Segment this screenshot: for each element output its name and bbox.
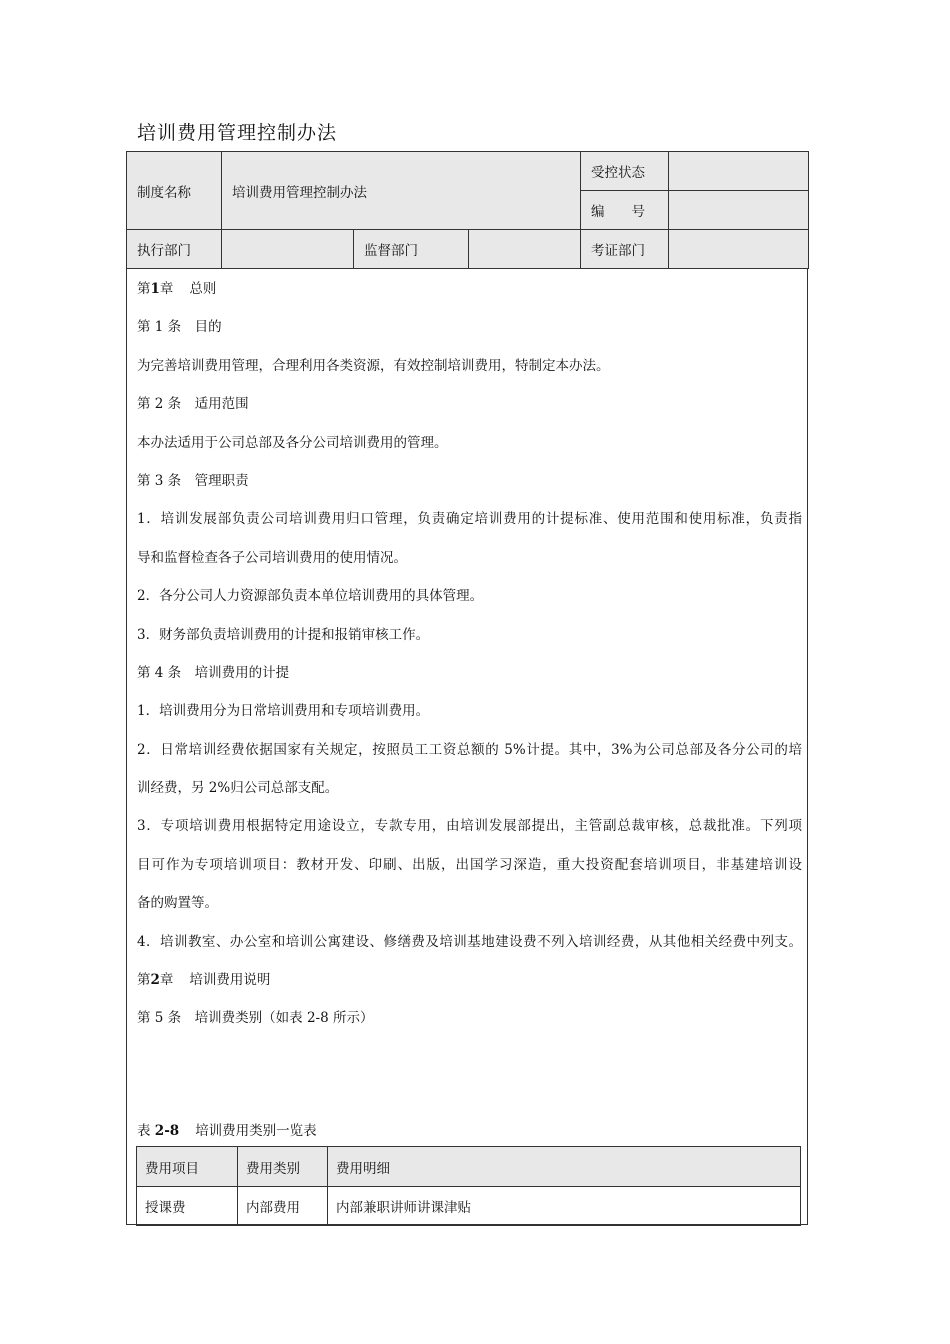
control-status-label: 受控状态	[581, 152, 669, 191]
control-status-value	[669, 152, 809, 191]
document-title: 培训费用管理控制办法	[137, 122, 338, 144]
article-1-heading: 第 1 条 目的	[137, 319, 222, 336]
article-5-heading: 第 5 条 培训费类别（如表 2-8 所示）	[137, 1010, 374, 1027]
article-3-item-3: 3．财务部负责培训费用的计提和报销审核工作。	[137, 626, 430, 643]
chapter-2-heading: 第2章 培训费用说明	[137, 972, 271, 989]
article-4-item-4: 4．培训教室、办公室和培训公寓建设、修缮费及培训基地建设费不列入培训经费，从其他相关经费中列支。	[137, 933, 802, 950]
table-caption: 表 2-8 培训费用类别一览表	[137, 1123, 317, 1139]
article-4-item-1: 1．培训费用分为日常培训费用和专项培训费用。	[137, 703, 430, 720]
execution-dept-label: 执行部门	[127, 230, 222, 269]
audit-dept-value	[669, 230, 809, 269]
table-cell: 内部兼职讲师讲课津贴	[328, 1187, 801, 1226]
article-4-item-3-line-3: 备的购置等。	[137, 895, 218, 912]
table-cell: 内部费用	[238, 1187, 328, 1226]
supervision-dept-value	[469, 230, 581, 269]
policy-name-label: 制度名称	[127, 152, 222, 230]
audit-dept-label: 考证部门	[581, 230, 669, 269]
article-3-item-1-line-1: 1．培训发展部负责公司培训费用归口管理，负责确定培训费用的计提标准、使用范围和使用标准，负责指	[137, 511, 802, 528]
column-header-fee-detail: 费用明细	[328, 1147, 801, 1187]
column-header-fee-item: 费用项目	[137, 1147, 238, 1187]
execution-dept-value	[222, 230, 354, 269]
document-body	[137, 270, 802, 1038]
article-4-item-2-line-2: 训经费，另 2%归公司总部支配。	[137, 780, 339, 797]
supervision-dept-label: 监督部门	[354, 230, 469, 269]
article-3-item-1-line-2: 导和监督检查各子公司培训费用的使用情况。	[137, 549, 407, 566]
header-table	[126, 151, 809, 269]
article-2-text: 本办法适用于公司总部及各分公司培训费用的管理。	[137, 434, 448, 451]
chapter-1-heading: 第1章 总则	[137, 281, 217, 297]
document-number-label: 编 号	[581, 191, 669, 230]
article-4-item-2-line-1: 2．日常培训经费依据国家有关规定，按照员工工资总额的 5%计提。其中，3%为公司总部及各分公司的培	[137, 741, 802, 758]
article-2-heading: 第 2 条 适用范围	[137, 396, 249, 413]
article-1-text: 为完善培训费用管理，合理利用各类资源，有效控制培训费用，特制定本办法。	[137, 357, 610, 374]
policy-name-value: 培训费用管理控制办法	[222, 152, 581, 230]
document-number-value	[669, 191, 809, 230]
fee-category-table	[136, 1146, 801, 1226]
article-4-item-3-line-1: 3．专项培训费用根据特定用途设立，专款专用，由培训发展部提出，主管副总裁审核，总裁批准。下列项	[137, 818, 802, 835]
table-row	[137, 1187, 801, 1226]
article-3-heading: 第 3 条 管理职责	[137, 472, 249, 489]
table-cell: 授课费	[137, 1187, 238, 1226]
column-header-fee-type: 费用类别	[238, 1147, 328, 1187]
article-3-item-2: 2．各分公司人力资源部负责本单位培训费用的具体管理。	[137, 588, 484, 605]
article-4-heading: 第 4 条 培训费用的计提	[137, 664, 290, 681]
article-4-item-3-line-2: 目可作为专项培训项目：教材开发、印刷、出版，出国学习深造，重大投资配套培训项目，非基建培训设	[137, 856, 802, 873]
